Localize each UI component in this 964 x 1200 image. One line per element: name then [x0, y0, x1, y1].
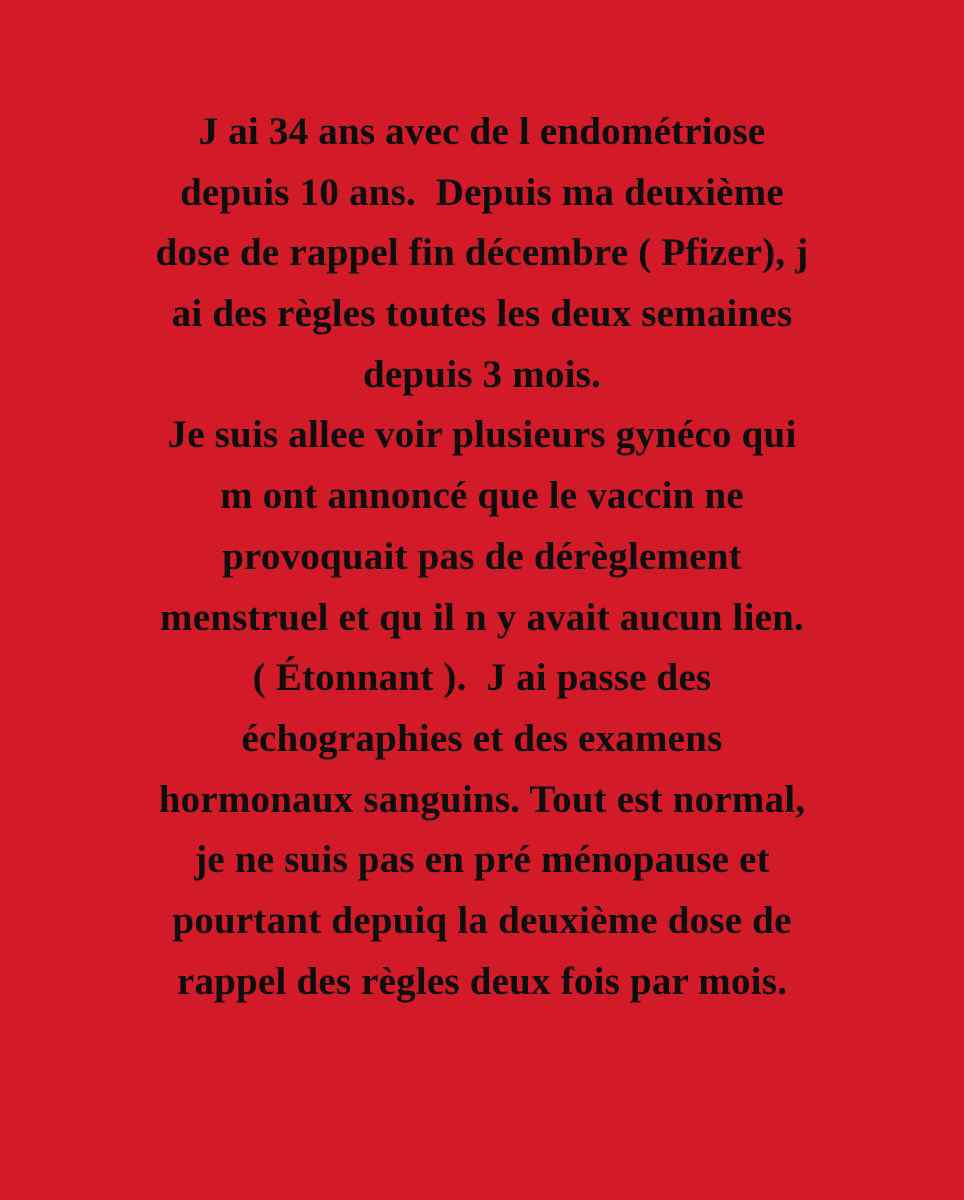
testimony-line-11: échographies et des examens: [241, 716, 723, 760]
testimony-line-3: dose de rappel fin décembre ( Pfizer), j: [155, 231, 809, 275]
testimony-line-6: Je suis allee voir plusieurs gynéco qui: [167, 413, 797, 457]
testimony-line-8: provoquait pas de dérèglement: [222, 534, 742, 578]
testimony-text: [0, 102, 964, 1012]
testimony-line-4: ai des règles toutes les deux semaines: [171, 292, 793, 336]
testimony-line-12: hormonaux sanguins. Tout est normal,: [158, 777, 806, 821]
testimony-line-9: menstruel et qu il n y avait aucun lien.: [160, 595, 804, 639]
testimony-line-1: J ai 34 ans avec de l endométriose: [198, 110, 766, 153]
testimony-line-5: depuis 3 mois.: [363, 352, 601, 396]
testimony-line-7: m ont annoncé que le vaccin ne: [220, 474, 744, 518]
testimony-line-13: je ne suis pas en pré ménopause et: [194, 838, 770, 882]
testimony-line-14: pourtant depuiq la deuxième dose de: [172, 898, 792, 942]
testimony-line-15: rappel des règles deux fois par mois.: [176, 959, 788, 1003]
testimony-line-10: ( Étonnant ). J ai passe des: [252, 656, 712, 700]
testimony-line-2: depuis 10 ans. Depuis ma deuxième: [180, 170, 784, 214]
